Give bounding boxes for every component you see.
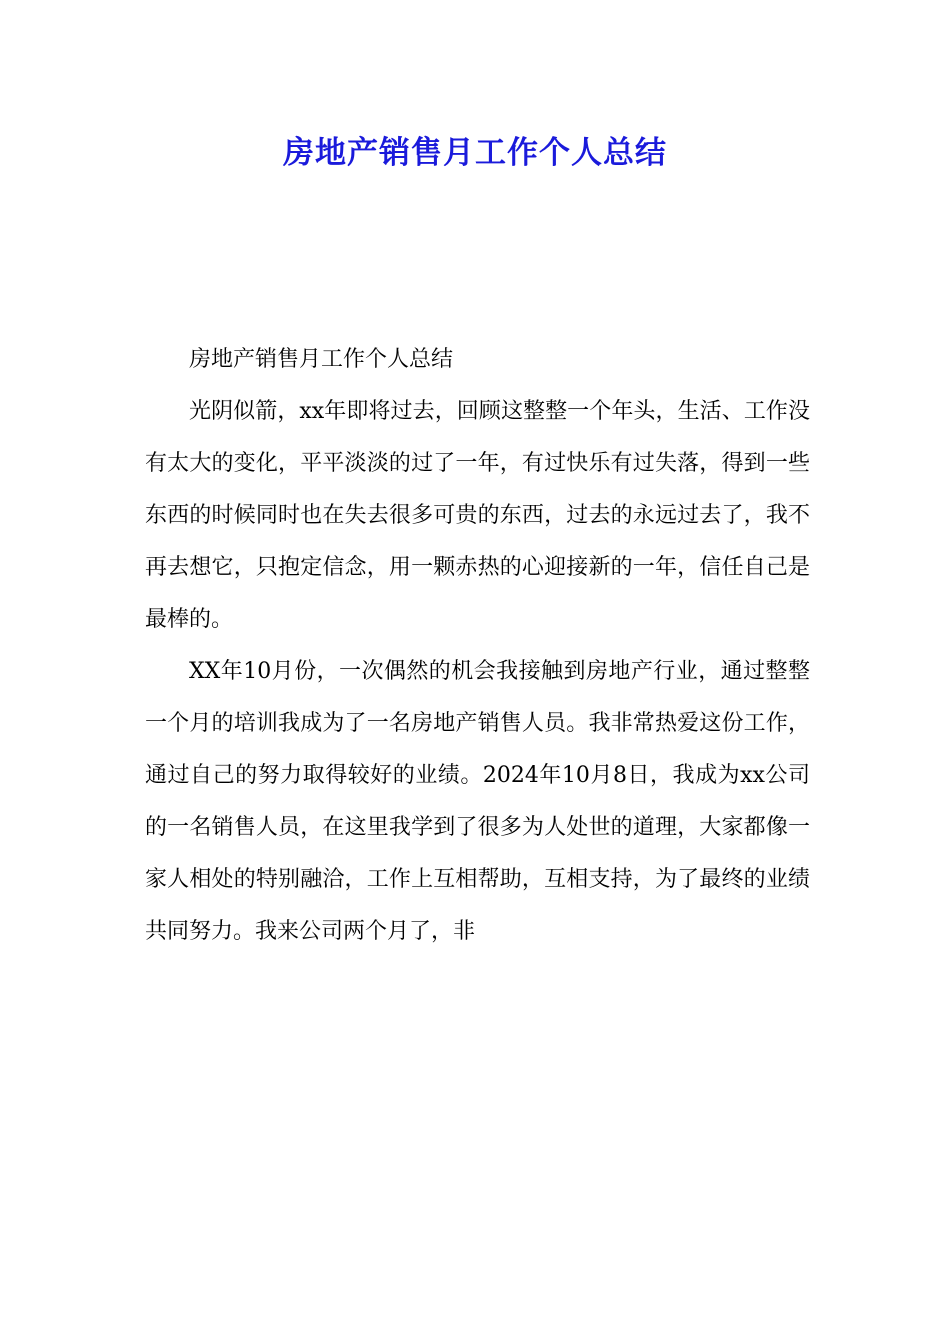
paragraph-intro: 光阴似箭，xx年即将过去，回顾这整整一个年头，生活、工作没有太大的变化，平平淡淡的过了一年，有过快乐有过失落，得到一些东西的时候同时也在失去很多可贵的东西，过去的永远过去了，我不再去想它，只抱定信念，用一颗赤热的心迎接新的一年，信任自己是最棒的。 — [145, 399, 810, 632]
paragraph-heading: 房地产销售月工作个人总结 — [189, 347, 454, 372]
document-body — [145, 334, 810, 958]
paragraph-experience: XX年10月份，一次偶然的机会我接触到房地产行业，通过整整一个月的培训我成为了一名房地产销售人员。我非常热爱这份工作，通过自己的努力取得较好的业绩。2024年10月8日，我成为xx公司的一名销售人员，在这里我学到了很多为人处世的道理，大家都像一家人相处的特别融洽，工作上互相帮助，互相支持，为了最终的业绩共同努力。我来公司两个月了，非 — [145, 659, 810, 944]
document-title: 房地产销售月工作个人总结 — [283, 135, 667, 171]
